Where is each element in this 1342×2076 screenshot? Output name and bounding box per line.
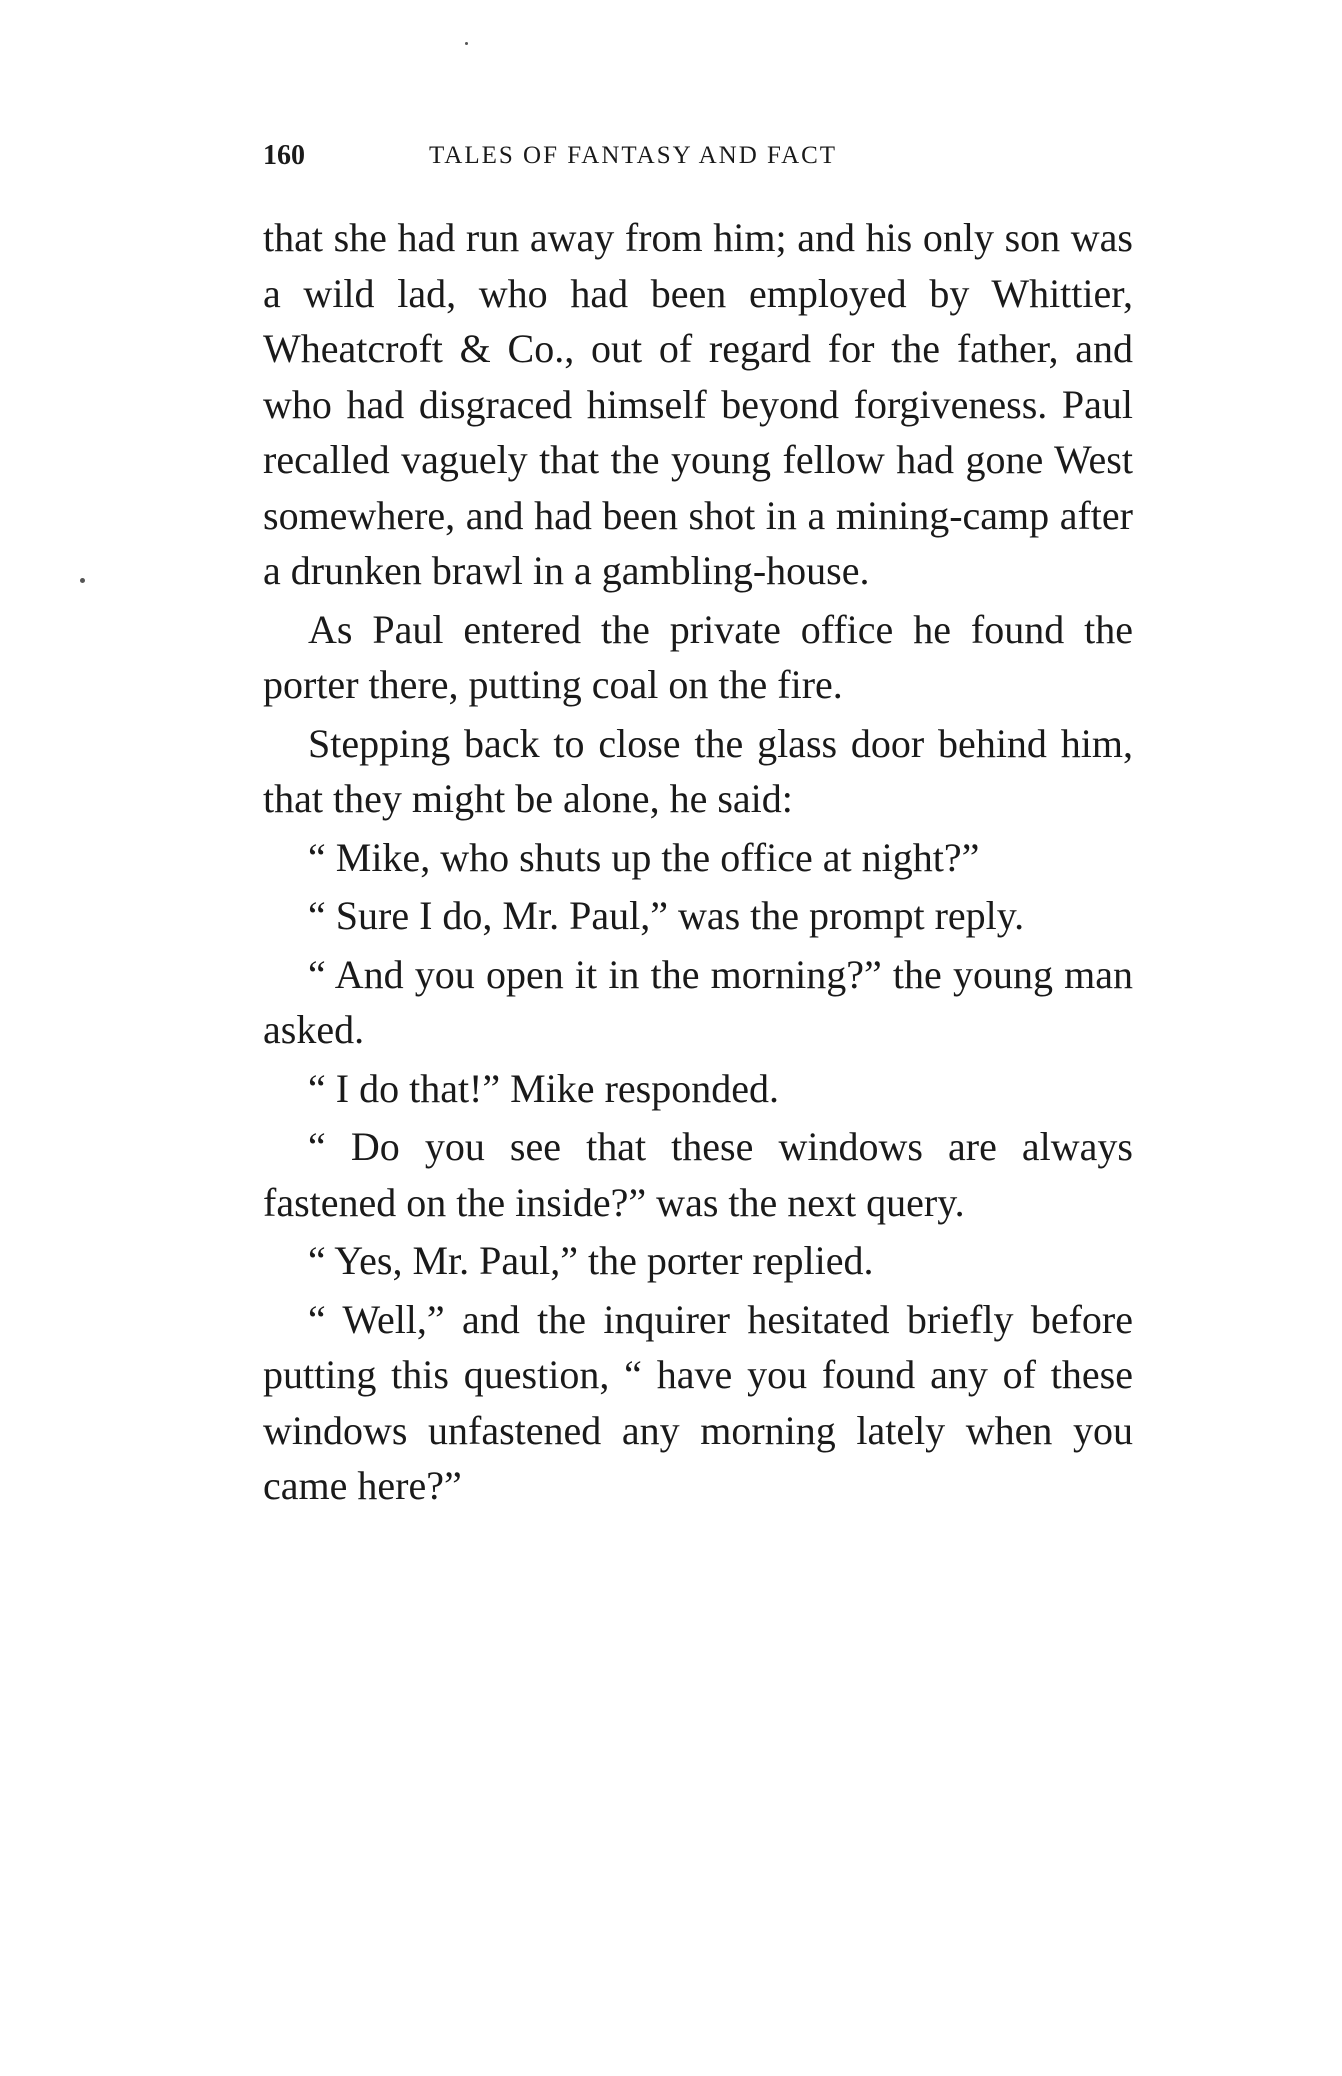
paragraph: As Paul entered the private office he found the porter there, putting coal on the fire.	[263, 606, 1133, 707]
paragraph: “ And you open it in the morning?” the young man asked.	[263, 951, 1133, 1052]
scan-speck	[465, 42, 468, 45]
running-title: TALES OF FANTASY AND FACT	[429, 142, 838, 169]
paragraph: “ I do that!” Mike responded.	[308, 1065, 779, 1111]
page-number: 160	[263, 140, 305, 171]
page-header	[263, 140, 1163, 180]
paragraph: Stepping back to close the glass door behind him, that they might be alone, he said:	[263, 720, 1133, 821]
paragraph: “ Well,” and the inquirer hesitated briefly before putting this question, “ have you found any of these windows unfastened any morning lately when you came here?”	[263, 1296, 1133, 1508]
body-text	[263, 210, 1133, 1517]
paragraph: “ Do you see that these windows are always fastened on the inside?” was the next query.	[263, 1124, 1133, 1225]
paragraph: that she had run away from him; and his only son was a wild lad, who had been employed by Whittier, Wheatcroft & Co., out of regard for the father, and who had disgraced himself beyond forgiveness. Paul recalled vaguely that the young fellow had gone West somewhere, and had been shot in a mining-camp after a drunken brawl in a gambling-house.	[263, 215, 1133, 593]
scan-speck	[80, 578, 85, 583]
paragraph: “ Sure I do, Mr. Paul,” was the prompt reply.	[308, 893, 1025, 938]
paragraph: “ Yes, Mr. Paul,” the porter replied.	[308, 1238, 874, 1283]
paragraph: “ Mike, who shuts up the office at night?”	[308, 834, 980, 880]
